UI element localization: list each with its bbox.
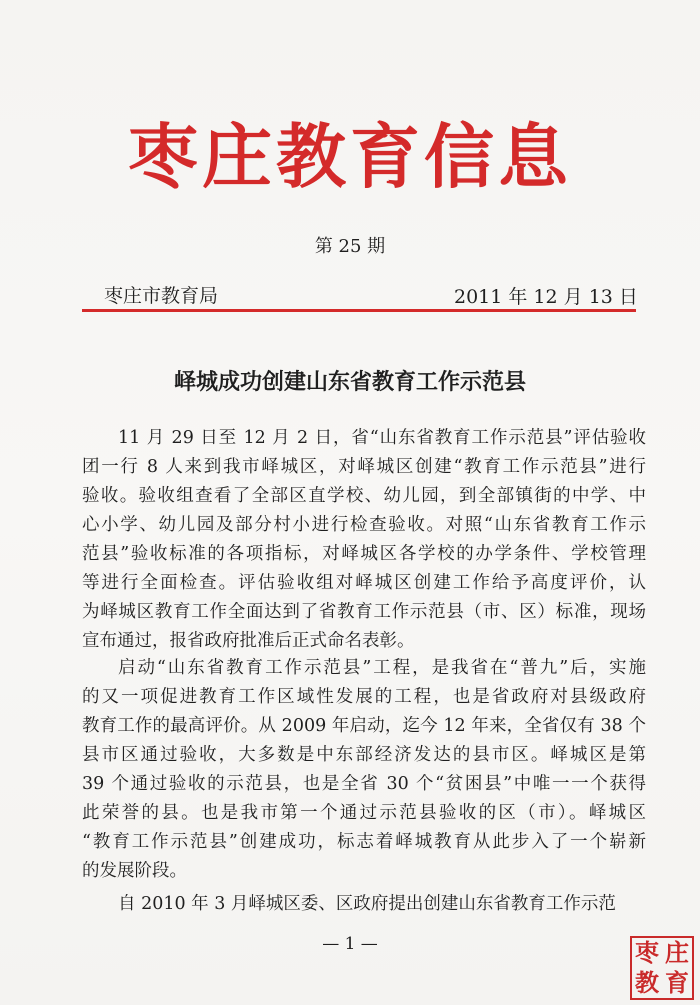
paragraph-2 bbox=[82, 654, 646, 886]
publisher-name: 枣庄市教育局 bbox=[104, 285, 219, 307]
issue-number: 第 25 期 bbox=[314, 236, 386, 257]
red-seal-stamp bbox=[630, 936, 694, 1000]
paragraph-line: 验收。验收组查看了全部区直学校、幼儿园，到全部镇街的中学、中 bbox=[82, 486, 646, 506]
paragraph-line: 等进行全面检查。评估验收组对峄城区创建工作给予高度评价，认 bbox=[82, 573, 646, 593]
paragraph-3 bbox=[82, 890, 646, 919]
paragraph-line: 此荣誉的县。也是我市第一个通过示范县验收的区（市）。峄城区 bbox=[82, 803, 646, 823]
paragraph-line: 宣布通过，报省政府批准后正式命名表彰。 bbox=[82, 631, 415, 651]
paragraph-line: 团一行 8 人来到我市峄城区，对峄城区创建“教育工作示范县”进行 bbox=[82, 457, 646, 477]
paragraph-line: 教育工作的最高评价。从 2009 年启动，迄今 12 年来，全省仅有 38 个 bbox=[82, 716, 646, 736]
paragraph-line: 心小学、幼儿园及部分村小进行检查验收。对照“山东省教育工作示 bbox=[82, 515, 646, 535]
red-divider-line bbox=[82, 309, 636, 312]
paragraph-line: 39 个通过验收的示范县，也是全省 30 个“贫困县”中唯一一个获得 bbox=[82, 774, 646, 794]
paragraph-line: 11 月 29 日至 12 月 2 日，省“山东省教育工作示范县”评估验收 bbox=[118, 428, 646, 448]
paragraph-line: 的发展阶段。 bbox=[82, 861, 187, 881]
seal-char: 育 bbox=[665, 968, 689, 997]
paragraph-line: “教育工作示范县”创建成功，标志着峄城教育从此步入了一个崭新 bbox=[82, 832, 646, 852]
paragraph-line: 启动“山东省教育工作示范县”工程，是我省在“普九”后，实施 bbox=[118, 658, 646, 678]
publication-date: 2011 年 12 月 13 日 bbox=[454, 286, 638, 308]
seal-char: 教 bbox=[635, 968, 659, 997]
paragraph-line: 县市区通过验收，大多数是中东部经济发达的县市区。峄城区是第 bbox=[82, 745, 646, 765]
seal-char: 庄 bbox=[665, 938, 689, 967]
article-headline: 峄城成功创建山东省教育工作示范县 bbox=[173, 369, 526, 395]
paragraph-line: 为峄城区教育工作全面达到了省教育工作示范县（市、区）标准，现场 bbox=[82, 602, 646, 622]
paragraph-line: 范县”验收标准的各项指标，对峄城区各学校的办学条件、学校管理 bbox=[82, 544, 646, 564]
page-number: — 1 — bbox=[322, 934, 378, 954]
paragraph-line: 的又一项促进教育工作区域性发展的工程，也是省政府对县级政府 bbox=[82, 687, 646, 707]
paragraph-line: 自 2010 年 3 月峄城区委、区政府提出创建山东省教育工作示范 bbox=[118, 894, 616, 914]
paragraph-1 bbox=[82, 424, 646, 656]
seal-char: 枣 bbox=[635, 938, 659, 967]
masthead-title: 枣庄教育信息 bbox=[128, 115, 572, 198]
